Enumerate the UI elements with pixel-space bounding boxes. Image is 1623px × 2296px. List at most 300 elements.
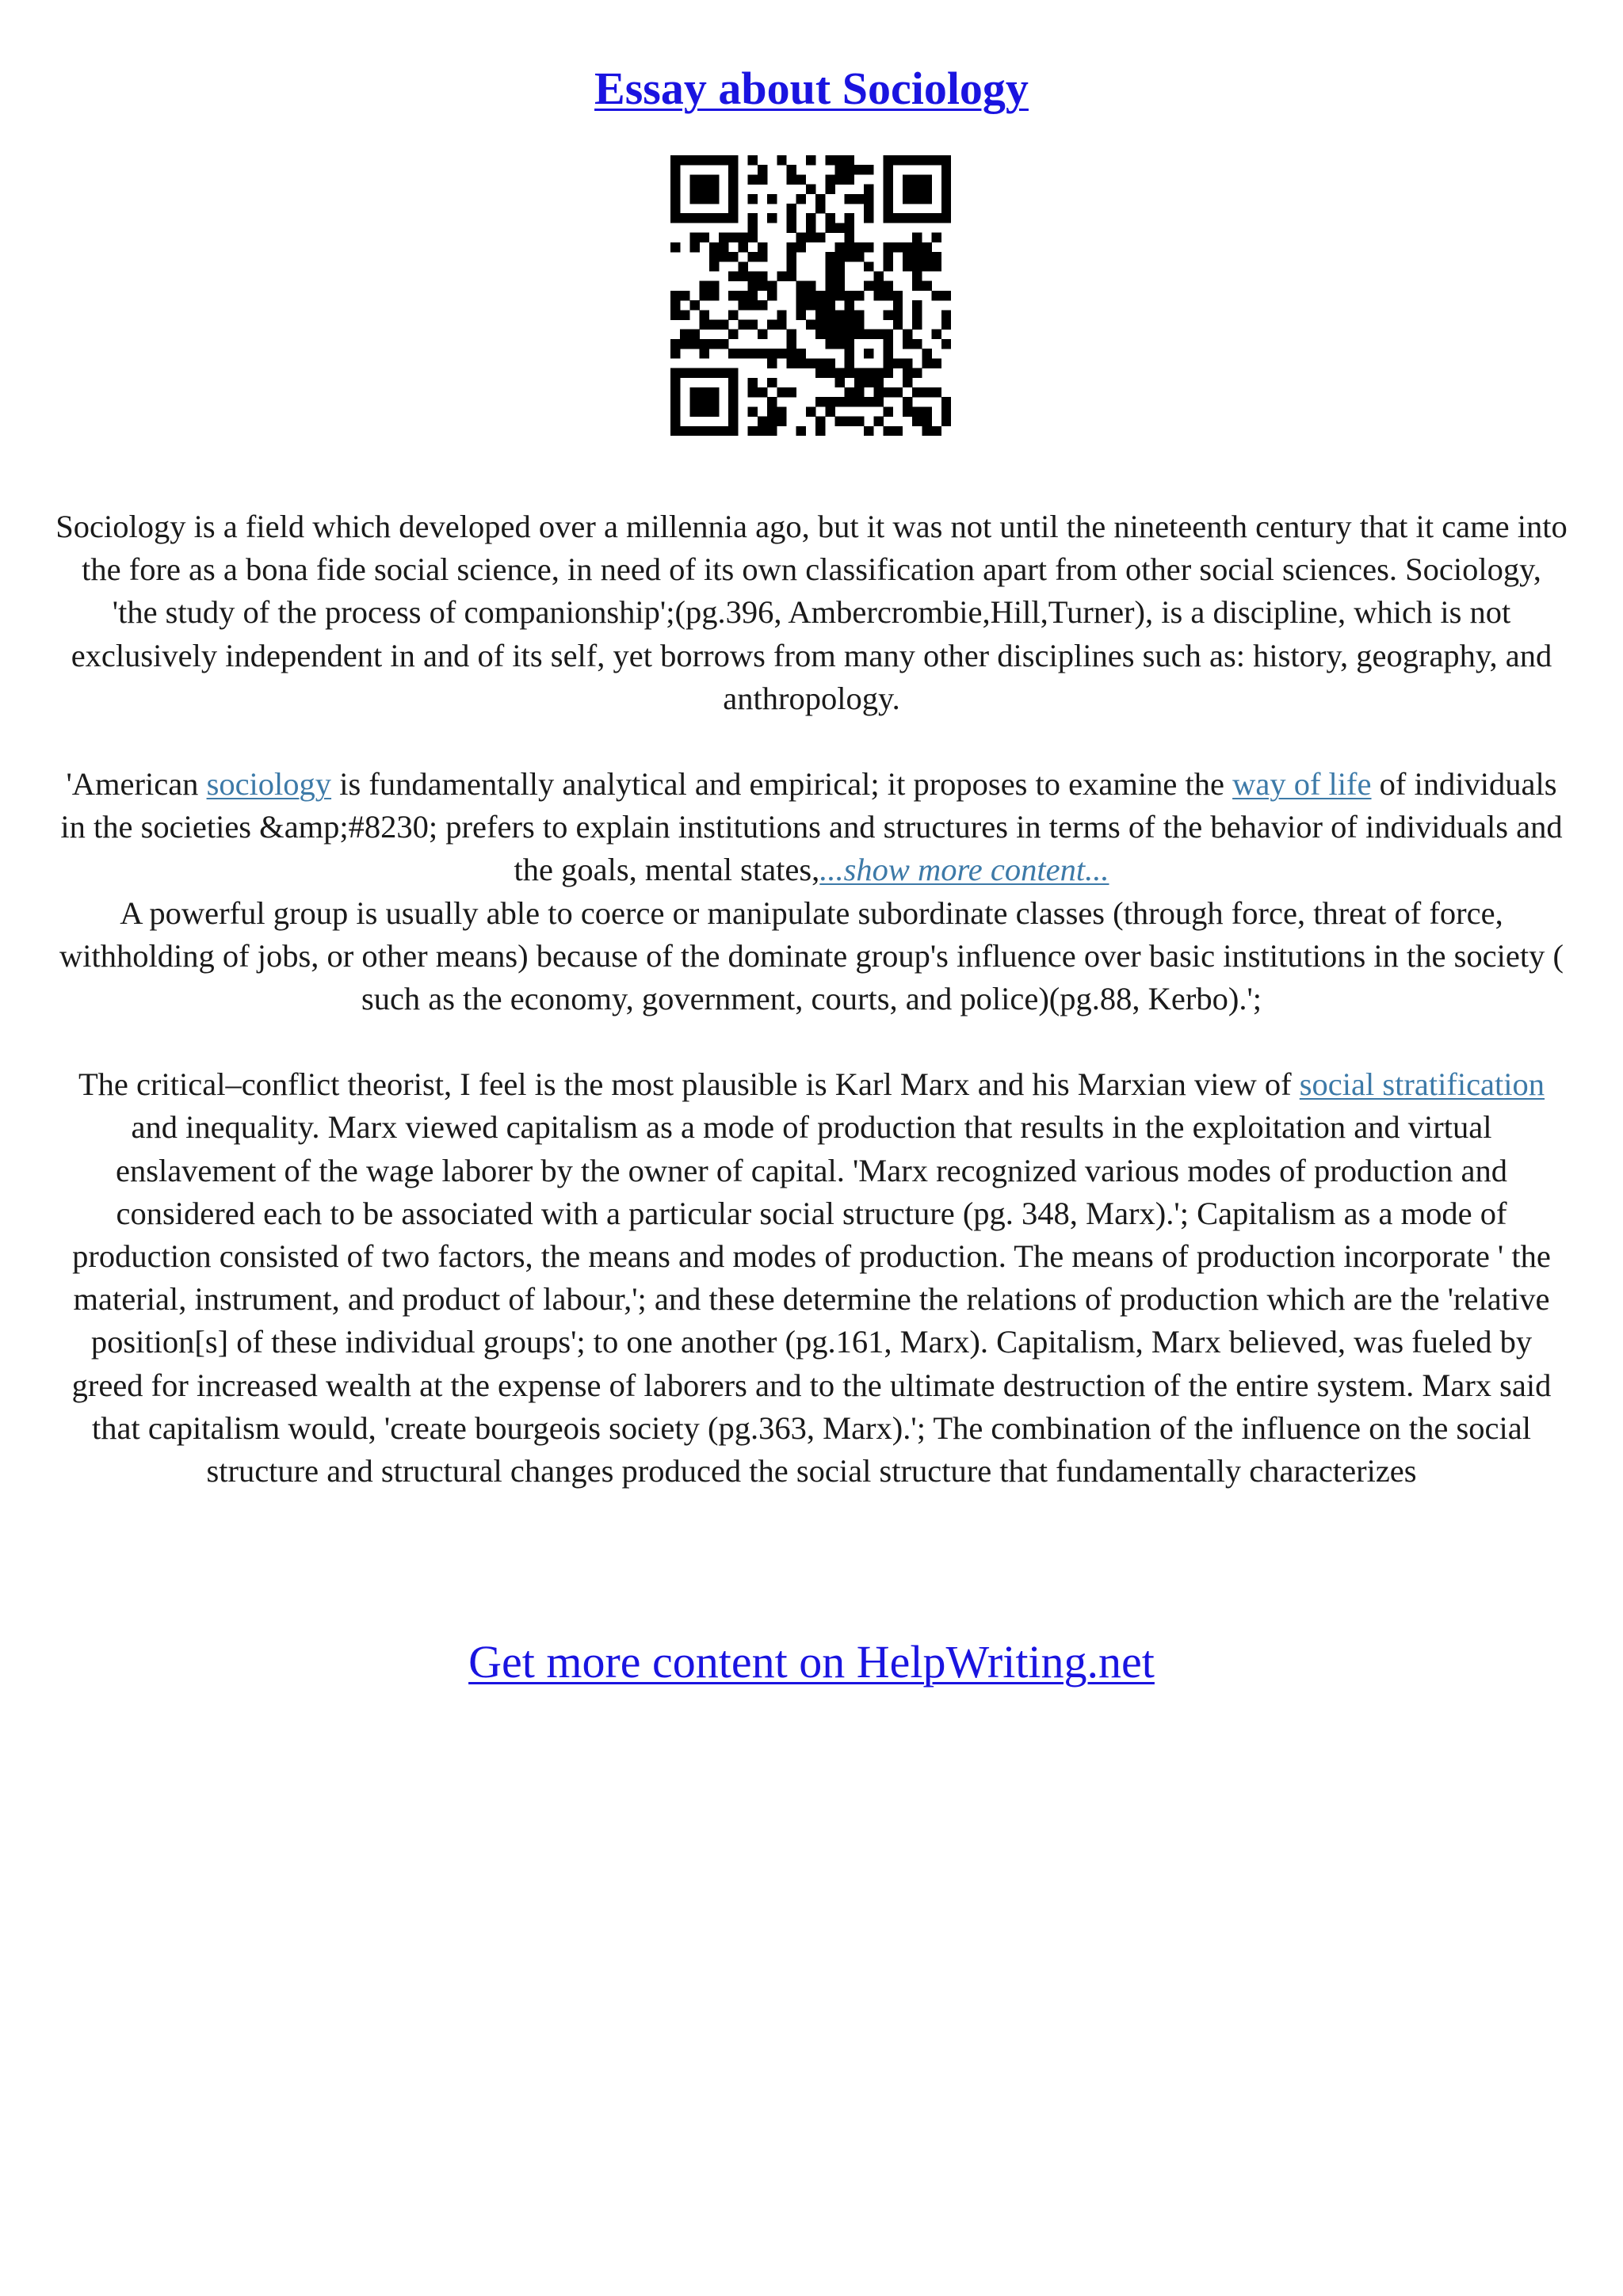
- qr-module: [806, 320, 815, 330]
- qr-module: [903, 155, 912, 165]
- qr-module: [884, 330, 893, 339]
- qr-module: [932, 213, 941, 223]
- qr-module: [903, 330, 912, 339]
- qr-module: [884, 174, 893, 184]
- qr-module: [738, 349, 747, 358]
- qr-module: [670, 213, 680, 223]
- qr-module: [767, 426, 777, 436]
- qr-module: [893, 320, 903, 330]
- qr-module: [884, 185, 893, 194]
- paragraph-intro: Sociology is a field which developed over a millennia ago, but it was not until the nineteenth century that it came into the fore as a bona fide social science, in need of its own classification apart from other social sciences. Sociology, 'the study of the process of companionship';(pg.396, Ambercrombie,Hill,Turner), is a discipline, which is not exclusively independent in and of its self, yet borrows from many other disciplines such as: history, geography, and anthropology.: [55, 509, 1568, 716]
- qr-module: [884, 387, 893, 397]
- qr-module: [700, 320, 709, 330]
- qr-module: [767, 320, 777, 330]
- qr-module: [825, 252, 834, 261]
- qr-module: [719, 155, 728, 165]
- qr-module: [854, 165, 864, 174]
- qr-module: [767, 194, 777, 204]
- qr-module: [758, 349, 767, 358]
- qr-module: [806, 233, 815, 242]
- qr-code-icon: [670, 155, 951, 436]
- qr-module: [845, 300, 854, 310]
- qr-module: [912, 320, 922, 330]
- qr-module: [941, 174, 951, 184]
- qr-module: [680, 291, 689, 300]
- qr-module: [835, 320, 845, 330]
- qr-module: [845, 349, 854, 358]
- qr-module: [845, 174, 854, 184]
- qr-module: [786, 261, 796, 271]
- qr-module: [700, 155, 709, 165]
- qr-module: [786, 174, 796, 184]
- qr-module: [835, 378, 845, 387]
- qr-module: [854, 242, 864, 252]
- qr-module: [922, 261, 931, 271]
- qr-module: [728, 378, 738, 387]
- qr-module: [689, 368, 699, 378]
- qr-module: [873, 368, 883, 378]
- qr-module: [700, 310, 709, 319]
- qr-module: [884, 252, 893, 261]
- qr-module: [767, 349, 777, 358]
- qr-module: [806, 281, 815, 291]
- qr-module: [825, 185, 834, 194]
- qr-module: [748, 223, 758, 232]
- qr-module: [689, 406, 699, 416]
- qr-module: [835, 223, 845, 232]
- qr-module: [728, 349, 738, 358]
- qr-module: [719, 233, 728, 242]
- qr-module: [922, 242, 931, 252]
- qr-module: [728, 271, 738, 280]
- qr-module: [854, 387, 864, 397]
- qr-module: [767, 417, 777, 426]
- qr-module: [786, 339, 796, 349]
- qr-module: [912, 213, 922, 223]
- qr-module: [864, 397, 873, 406]
- qr-module: [932, 358, 941, 368]
- qr-module: [932, 261, 941, 271]
- qr-module: [884, 349, 893, 358]
- qr-module: [796, 174, 806, 184]
- qr-module: [719, 320, 728, 330]
- qr-module: [748, 300, 758, 310]
- qr-module: [670, 185, 680, 194]
- qr-module: [748, 291, 758, 300]
- qr-module: [932, 252, 941, 261]
- qr-module: [893, 291, 903, 300]
- qr-module: [815, 358, 825, 368]
- qr-module: [758, 252, 767, 261]
- qr-module: [825, 271, 834, 280]
- qr-module: [845, 155, 854, 165]
- qr-module: [709, 291, 719, 300]
- qr-module: [912, 194, 922, 204]
- qr-module: [680, 368, 689, 378]
- qr-module: [941, 165, 951, 174]
- qr-module: [893, 387, 903, 397]
- qr-module: [680, 330, 689, 339]
- qr-module: [873, 271, 883, 280]
- qr-module: [700, 426, 709, 436]
- qr-module: [912, 242, 922, 252]
- qr-module: [670, 165, 680, 174]
- qr-module: [845, 358, 854, 368]
- qr-module: [689, 330, 699, 339]
- qr-module: [864, 213, 873, 223]
- qr-module: [815, 233, 825, 242]
- qr-module: [728, 213, 738, 223]
- qr-module: [835, 368, 845, 378]
- qr-module: [728, 368, 738, 378]
- qr-module: [912, 281, 922, 291]
- qr-module: [806, 406, 815, 416]
- qr-module: [922, 174, 931, 184]
- qr-module: [854, 397, 864, 406]
- qr-module: [932, 155, 941, 165]
- qr-module: [884, 426, 893, 436]
- qr-module: [864, 281, 873, 291]
- qr-module: [884, 204, 893, 213]
- qr-module: [825, 155, 834, 165]
- qr-module: [709, 387, 719, 397]
- qr-module: [689, 213, 699, 223]
- qr-module: [758, 300, 767, 310]
- qr-module: [700, 406, 709, 416]
- qr-module: [719, 242, 728, 252]
- qr-module: [941, 194, 951, 204]
- qr-module: [922, 358, 931, 368]
- qr-module: [864, 349, 873, 358]
- qr-module: [864, 261, 873, 271]
- qr-module: [835, 174, 845, 184]
- qr-module: [806, 185, 815, 194]
- qr-module: [815, 194, 825, 204]
- qr-module: [941, 310, 951, 319]
- paragraph-marx: [55, 1063, 1568, 1493]
- qr-module: [941, 320, 951, 330]
- qr-module: [777, 271, 786, 280]
- qr-module: [767, 291, 777, 300]
- get-more-content-link[interactable]: Get more content on HelpWriting.net: [468, 1636, 1155, 1688]
- qr-module: [864, 204, 873, 213]
- qr-module: [912, 300, 922, 310]
- qr-module: [854, 330, 864, 339]
- qr-module: [689, 397, 699, 406]
- qr-module: [719, 213, 728, 223]
- qr-module: [728, 174, 738, 184]
- qr-module: [719, 426, 728, 436]
- qr-module: [748, 406, 758, 416]
- qr-module: [912, 174, 922, 184]
- qr-module: [884, 406, 893, 416]
- qr-module: [815, 330, 825, 339]
- qr-module: [903, 252, 912, 261]
- qr-module: [845, 223, 854, 232]
- qr-module: [786, 204, 796, 213]
- qr-module: [922, 387, 931, 397]
- qr-module: [709, 242, 719, 252]
- qr-module: [864, 242, 873, 252]
- link-way-of-life[interactable]: way of life: [1232, 766, 1372, 803]
- qr-module: [709, 185, 719, 194]
- qr-module: [786, 358, 796, 368]
- cta-section: [0, 1630, 1623, 1694]
- qr-module: [767, 281, 777, 291]
- qr-module: [728, 426, 738, 436]
- qr-module: [912, 252, 922, 261]
- qr-module: [796, 194, 806, 204]
- qr-module: [815, 291, 825, 300]
- qr-module: [728, 165, 738, 174]
- qr-module: [786, 271, 796, 280]
- qr-module: [922, 155, 931, 165]
- qr-module: [845, 320, 854, 330]
- qr-module: [806, 223, 815, 232]
- qr-module: [815, 320, 825, 330]
- qr-module: [922, 194, 931, 204]
- qr-module: [680, 213, 689, 223]
- qr-module: [825, 281, 834, 291]
- qr-module: [932, 330, 941, 339]
- qr-module: [728, 185, 738, 194]
- qr-module: [670, 242, 680, 252]
- qr-module: [728, 233, 738, 242]
- qr-module: [777, 349, 786, 358]
- qr-module: [854, 252, 864, 261]
- qr-module: [912, 417, 922, 426]
- qr-module: [912, 387, 922, 397]
- qr-module: [903, 242, 912, 252]
- qr-module: [864, 426, 873, 436]
- qr-module: [786, 213, 796, 223]
- qr-module: [922, 281, 931, 291]
- qr-module: [835, 261, 845, 271]
- qr-module: [864, 185, 873, 194]
- qr-module: [815, 417, 825, 426]
- qr-module: [941, 185, 951, 194]
- qr-module: [835, 291, 845, 300]
- qr-module: [767, 406, 777, 416]
- qr-module: [815, 397, 825, 406]
- qr-module: [670, 387, 680, 397]
- qr-module: [796, 426, 806, 436]
- qr-module: [709, 397, 719, 406]
- qr-module: [670, 426, 680, 436]
- qr-module: [709, 339, 719, 349]
- qr-module: [670, 397, 680, 406]
- qr-module: [941, 339, 951, 349]
- qr-module: [815, 204, 825, 213]
- qr-module: [815, 300, 825, 310]
- qr-module: [689, 185, 699, 194]
- qr-module: [786, 252, 796, 261]
- qr-module: [884, 368, 893, 378]
- qr-module: [700, 349, 709, 358]
- qr-module: [825, 223, 834, 232]
- qr-module: [728, 397, 738, 406]
- qr-module: [845, 233, 854, 242]
- qr-module: [786, 330, 796, 339]
- qr-module: [912, 261, 922, 271]
- qr-module: [796, 349, 806, 358]
- qr-module: [903, 261, 912, 271]
- qr-module: [873, 330, 883, 339]
- qr-module: [777, 310, 786, 319]
- qr-module: [709, 194, 719, 204]
- qr-module: [845, 368, 854, 378]
- qr-module: [709, 281, 719, 291]
- qr-module: [903, 185, 912, 194]
- qr-module: [835, 165, 845, 174]
- paragraph-text: 'American: [66, 766, 207, 803]
- qr-module: [748, 155, 758, 165]
- qr-module: [884, 155, 893, 165]
- qr-module: [893, 426, 903, 436]
- qr-module: [835, 155, 845, 165]
- qr-module: [903, 213, 912, 223]
- qr-module: [825, 368, 834, 378]
- link-sociology[interactable]: sociology: [206, 766, 332, 803]
- qr-module: [922, 406, 931, 416]
- qr-module: [835, 252, 845, 261]
- qr-module: [825, 330, 834, 339]
- qr-module: [748, 320, 758, 330]
- qr-module: [825, 397, 834, 406]
- qr-module: [941, 406, 951, 416]
- qr-module: [835, 417, 845, 426]
- qr-module: [748, 194, 758, 204]
- qr-module: [700, 291, 709, 300]
- qr-module: [777, 417, 786, 426]
- qr-module: [873, 291, 883, 300]
- qr-module: [758, 426, 767, 436]
- qr-module: [709, 406, 719, 416]
- qr-module: [815, 368, 825, 378]
- qr-module: [864, 165, 873, 174]
- qr-module: [922, 185, 931, 194]
- qr-module: [680, 339, 689, 349]
- qr-module: [893, 310, 903, 319]
- qr-module: [728, 155, 738, 165]
- qr-module: [709, 252, 719, 261]
- qr-module: [777, 320, 786, 330]
- qr-module: [815, 426, 825, 436]
- qr-module: [884, 358, 893, 368]
- qr-module: [873, 397, 883, 406]
- qr-module: [728, 194, 738, 204]
- essay-body: [55, 505, 1568, 1493]
- qr-module: [903, 368, 912, 378]
- qr-module: [854, 194, 864, 204]
- qr-module: [932, 426, 941, 436]
- qr-module: [738, 242, 747, 252]
- qr-module: [884, 165, 893, 174]
- qr-module: [738, 320, 747, 330]
- qr-module: [796, 242, 806, 252]
- qr-module: [689, 339, 699, 349]
- qr-module: [689, 194, 699, 204]
- qr-module: [758, 174, 767, 184]
- qr-module: [854, 310, 864, 319]
- qr-module: [903, 194, 912, 204]
- qr-module: [845, 339, 854, 349]
- qr-module: [806, 155, 815, 165]
- qr-module: [845, 213, 854, 223]
- qr-module: [786, 223, 796, 232]
- qr-module: [912, 271, 922, 280]
- qr-module: [758, 242, 767, 252]
- qr-module: [845, 397, 854, 406]
- qr-module: [728, 310, 738, 319]
- qr-module: [738, 261, 747, 271]
- qr-module: [884, 213, 893, 223]
- qr-module: [845, 252, 854, 261]
- qr-module: [825, 339, 834, 349]
- title-link[interactable]: Essay about Sociology: [594, 63, 1029, 114]
- qr-module: [806, 358, 815, 368]
- qr-module: [825, 213, 834, 223]
- qr-module: [689, 242, 699, 252]
- qr-module: [777, 155, 786, 165]
- page-title: [0, 57, 1623, 120]
- link-social-stratification[interactable]: social stratification: [1299, 1066, 1545, 1103]
- paragraph-text: The critical–conflict theorist, I feel is the most plausible is Karl Marx and his Marxian view of: [78, 1066, 1300, 1103]
- qr-module: [825, 291, 834, 300]
- qr-module: [670, 174, 680, 184]
- qr-module: [864, 378, 873, 387]
- qr-module: [835, 310, 845, 319]
- qr-module: [680, 426, 689, 436]
- qr-module: [912, 368, 922, 378]
- qr-module: [922, 252, 931, 261]
- qr-module: [758, 281, 767, 291]
- show-more-link[interactable]: ...show more content...: [819, 852, 1109, 888]
- qr-module: [932, 291, 941, 300]
- qr-module: [700, 174, 709, 184]
- qr-module: [670, 291, 680, 300]
- qr-module: [728, 252, 738, 261]
- qr-module: [700, 368, 709, 378]
- qr-module: [815, 310, 825, 319]
- qr-module: [845, 417, 854, 426]
- qr-module: [689, 387, 699, 397]
- qr-module: [941, 417, 951, 426]
- qr-module: [700, 213, 709, 223]
- qr-module: [845, 330, 854, 339]
- paragraph-text: of individuals in the societies &amp;#8230; prefers to explain institutions and structures in terms of the behavior of individuals and the goals, mental states,: [60, 766, 1563, 888]
- qr-module: [796, 300, 806, 310]
- qr-module: [845, 194, 854, 204]
- qr-module: [903, 174, 912, 184]
- qr-module: [786, 349, 796, 358]
- qr-module: [845, 242, 854, 252]
- qr-module: [873, 378, 883, 387]
- qr-module: [845, 387, 854, 397]
- qr-module: [903, 358, 912, 368]
- qr-module: [903, 397, 912, 406]
- qr-module: [689, 300, 699, 310]
- qr-module: [709, 213, 719, 223]
- qr-module: [922, 417, 931, 426]
- qr-module: [884, 242, 893, 252]
- qr-module: [806, 300, 815, 310]
- qr-module: [689, 155, 699, 165]
- qr-module: [884, 281, 893, 291]
- qr-module: [689, 174, 699, 184]
- qr-module: [835, 281, 845, 291]
- qr-module: [728, 417, 738, 426]
